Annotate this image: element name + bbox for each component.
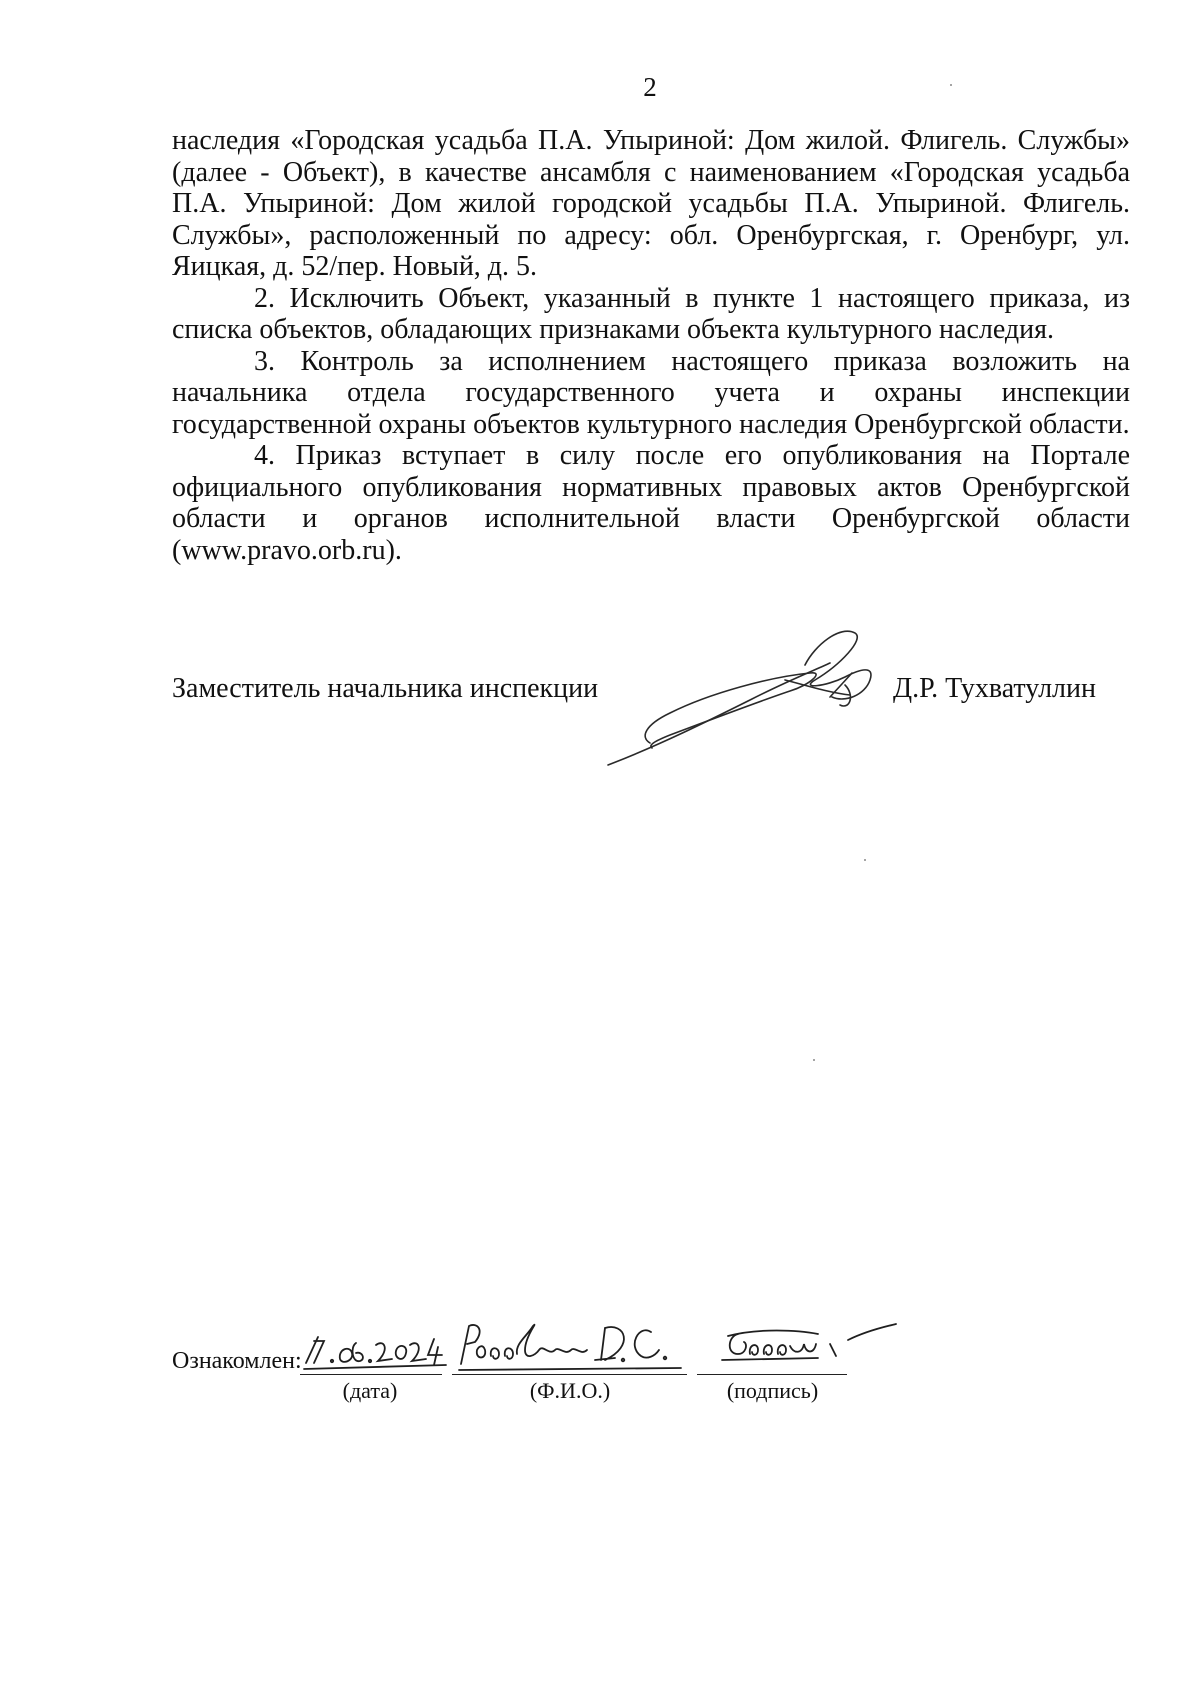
handwritten-date [300,1325,450,1375]
signer-name: Д.Р. Тухватуллин [893,673,1096,704]
scan-speck [864,859,866,861]
page-number: 2 [643,72,657,102]
scan-speck [950,84,952,86]
date-line [300,1374,442,1375]
name-line [452,1374,687,1375]
handwritten-name [455,1316,685,1376]
signer-title: Заместитель начальника инспекции [172,673,599,704]
signature-line [697,1374,847,1375]
handwritten-signature [600,625,890,785]
document-body [172,125,1130,566]
paragraph-2: 2. Исключить Объект, указанный в пункте 1 настоящего приказа, из списка объектов, обладающих признаками объекта культурного наследия. [172,282,1130,345]
date-caption: (дата) [342,1378,398,1403]
paragraph-1: наследия «Городская усадьба П.А. Упыриной: Дом жилой. Флигель. Службы» (далее - Объект), в качестве ансамбля с наименованием «Городская усадьба П.А. Упыриной: Дом жилой городской усадьбы П.А. Упыриной. Флигель. Службы», расположенный по адресу: обл. Оренбургская, г. Оренбург, ул. Яицкая, д. 52/пер. Новый, д. 5. [172,125,1130,282]
paragraph-4: 4. Приказ вступает в силу после его опубликования на Портале официального опубликования нормативных правовых актов Оренбургской области и органов исполнительной власти Оренбургской области (www.pravo.orb.ru). [172,440,1130,566]
name-caption: (Ф.И.О.) [529,1378,611,1403]
acknowledgement-label: Ознакомлен: [172,1348,302,1374]
signature-caption: (подпись) [726,1378,819,1403]
handwritten-signature-ack [718,1320,898,1370]
scan-speck [813,1059,815,1061]
paragraph-3: 3. Контроль за исполнением настоящего приказа возложить на начальника отдела государственного учета и охраны инспекции государственной охраны объектов культурного наследия Оренбургской области. [172,345,1130,440]
